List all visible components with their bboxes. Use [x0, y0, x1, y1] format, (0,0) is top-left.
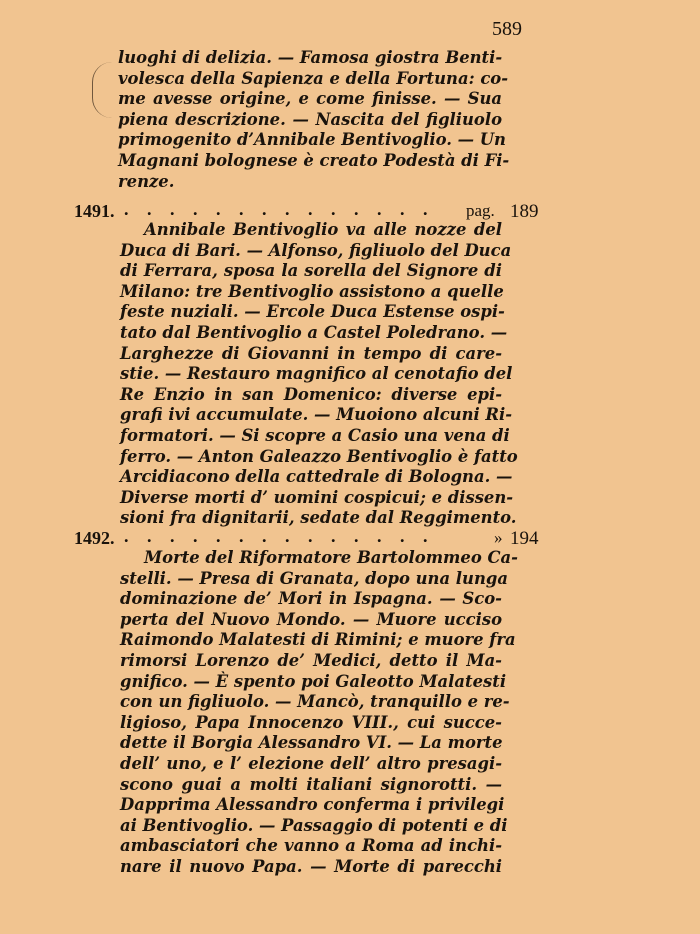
- text-line: piena descrizione. — Nascita del figliuolo: [118, 109, 502, 129]
- text-line: stie. — Restauro magnifico al cenotafio del: [120, 364, 513, 384]
- text-line: dominazione de’ Mori in Ispagna. — Sco-: [120, 589, 502, 609]
- text-line: volesca della Sapienza e della Fortuna: co-: [118, 68, 509, 88]
- page-reference: 194: [510, 528, 539, 549]
- text-line: Milano: tre Bentivoglio assistono a quelle: [120, 281, 504, 301]
- text-line: sioni fra dignitarii, sedate dal Reggimento.: [120, 508, 517, 528]
- text-line: nare il nuovo Papa. — Morte di parecchi: [120, 856, 502, 876]
- text-line: scono guai a molti italiani signorotti. —: [120, 774, 502, 794]
- pag-label: pag.: [466, 201, 495, 220]
- ditto-mark: »: [494, 528, 503, 547]
- text-line: Annibale Bentivoglio va alle nozze del: [144, 220, 502, 239]
- entry-continuation-text: [118, 48, 510, 192]
- page-reference: 189: [510, 201, 539, 222]
- text-line: Dapprima Alessandro conferma i privilegi: [120, 795, 505, 815]
- leader-dots: . . . . . . . . . . . . . .: [124, 526, 435, 546]
- text-line: grafi ivi accumulate. — Muoiono alcuni Ri-: [120, 405, 513, 425]
- year-heading-1492: [74, 528, 544, 550]
- text-line: Diverse morti d’ uomini cospicui; e dissen-: [120, 487, 514, 507]
- text-line: stelli. — Presa di Granata, dopo una lunga: [120, 568, 508, 588]
- leader-dots: . . . . . . . . . . . . . .: [124, 199, 435, 219]
- text-line: ligioso, Papa Innocenzo VIII., cui succe-: [120, 712, 502, 732]
- text-line: renze.: [118, 171, 175, 191]
- text-line: ferro. — Anton Galeazzo Bentivoglio è fatto: [120, 446, 518, 466]
- text-line: di Ferrara, sposa la sorella del Signore di: [120, 261, 502, 281]
- text-line: tato dal Bentivoglio a Castel Poledrano. —: [120, 322, 508, 342]
- page-number: 589: [492, 18, 522, 40]
- text-line: ai Bentivoglio. — Passaggio di potenti e di: [120, 815, 508, 835]
- text-line: Morte del Riformatore Bartolommeo Ca-: [144, 548, 518, 567]
- margin-bracket-mark: [92, 62, 113, 118]
- text-line: Re Enzio in san Domenico: diverse epi-: [120, 384, 502, 404]
- text-line: Duca di Bari. — Alfonso, figliuolo del Duca: [120, 240, 512, 260]
- text-line: formatori. — Si scopre a Casio una vena di: [120, 425, 510, 445]
- text-line: rimorsi Lorenzo de’ Medici, detto il Ma-: [120, 650, 502, 670]
- text-line: ambasciatori che vanno a Roma ad inchi-: [120, 836, 502, 856]
- year-label: 1491.: [74, 201, 115, 221]
- text-line: me avesse origine, e come finisse. — Sua: [118, 89, 502, 109]
- text-line: Magnani bolognese è creato Podestà di Fi-: [118, 150, 510, 170]
- text-line: luoghi di delizia. — Famosa giostra Benti-: [118, 48, 503, 67]
- text-line: Arcidiacono della cattedrale di Bologna. —: [120, 467, 513, 487]
- text-line: dette il Borgia Alessandro VI. — La morte: [120, 733, 503, 753]
- text-line: gnifico. — È spento poi Galeotto Malatesti: [120, 671, 507, 691]
- text-line: feste nuziali. — Ercole Duca Estense ospi-: [120, 302, 505, 322]
- text-line: con un figliuolo. — Mancò, tranquillo e re-: [120, 692, 510, 712]
- text-line: dell’ uno, e l’ elezione dell’ altro presagi-: [120, 753, 502, 773]
- text-line: primogenito d’Annibale Bentivoglio. — Un: [118, 130, 506, 150]
- year-label: 1492.: [74, 528, 115, 548]
- text-line: Raimondo Malatesti di Rimini; e muore fra: [120, 630, 516, 650]
- entry-1492-text: [120, 548, 518, 878]
- text-line: Larghezze di Giovanni in tempo di care-: [120, 343, 502, 363]
- entry-1491-text: [120, 220, 518, 529]
- text-line: perta del Nuovo Mondo. — Muore ucciso: [120, 609, 502, 629]
